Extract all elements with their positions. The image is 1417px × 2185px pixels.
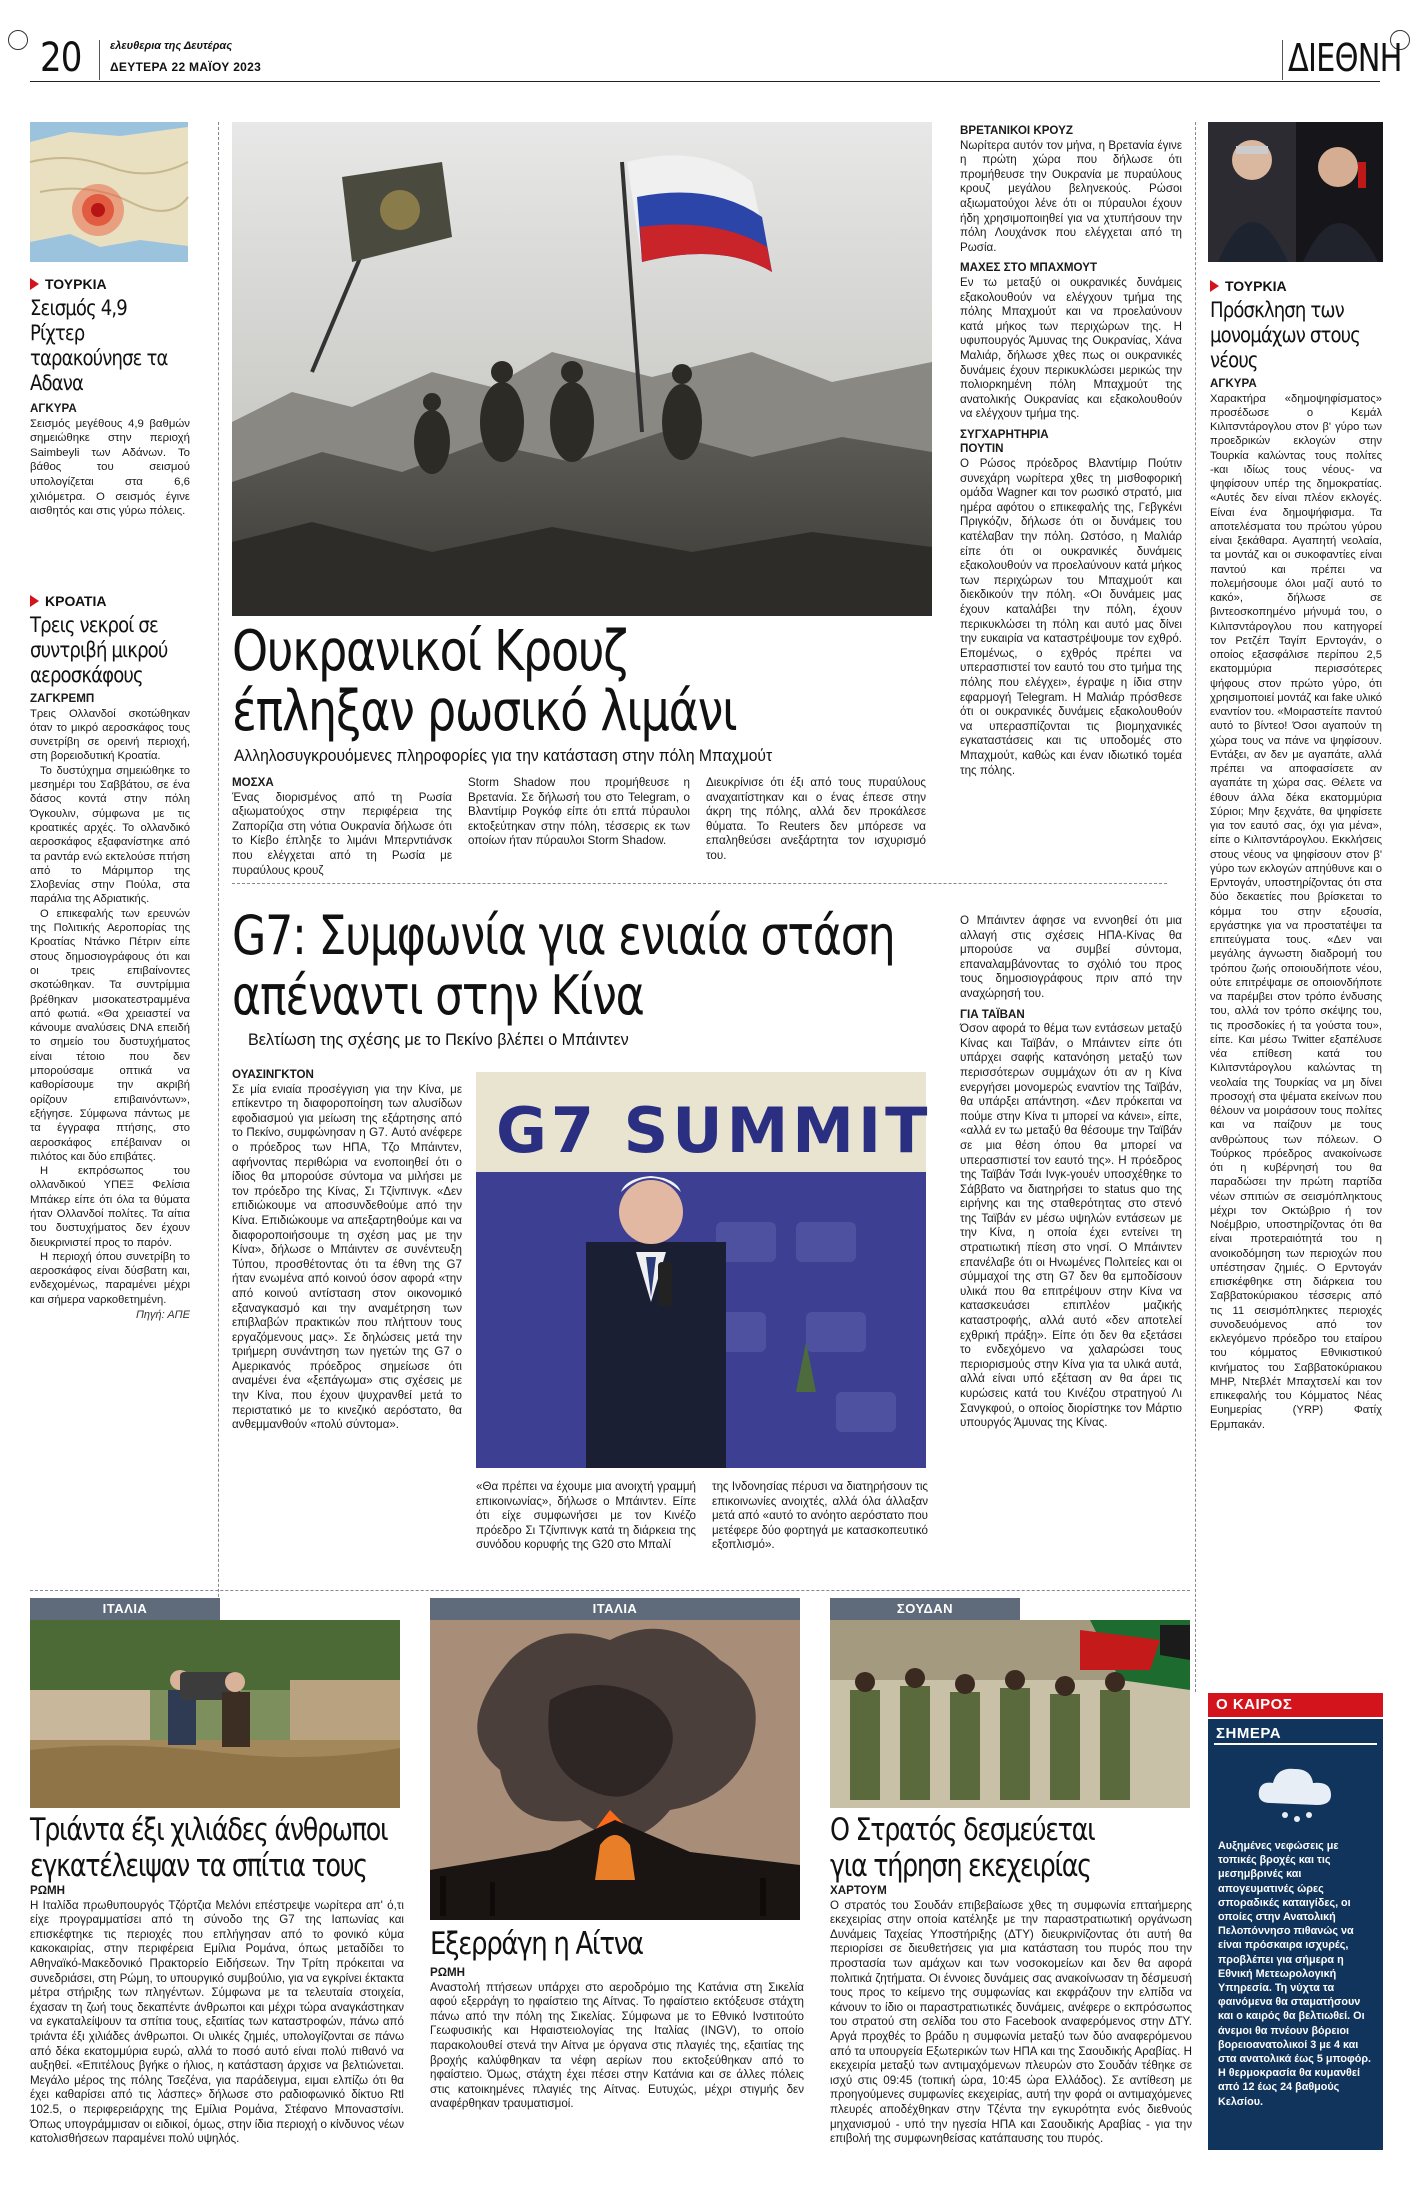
crash-source: Πηγή: ΑΠΕ (135, 1309, 190, 1322)
italy-flood-title-line1: Τριάντα έξι χιλιάδες άνθρωποι (30, 1812, 388, 1848)
bottom-divider (30, 1590, 1190, 1591)
crash-paragraph: Τρεις Ολλανδοί σκοτώθηκαν όταν το μικρό αεροσκάφος τους συνετρίβη σε ορεινή περιοχή, στη βορειοδυτική Κροατία. (30, 707, 190, 763)
italy-flood-band: ΙΤΑΛΙΑ (30, 1598, 220, 1620)
italy-flood-dateline: ΡΩΜΗ (30, 1884, 66, 1897)
ukraine-title-line2: έπληξαν ρωσικό λιμάνι (232, 679, 737, 744)
ukraine-col-1-text: Ένας διορισμένος από τη Ρωσία αξιωματούχος στην περιφέρεια της Ζαπορίζια στη νότια Ουκρανία δήλωσε ότι το Κίεβο έπληξε το λιμάνι Μπερντιάνσκ που ελέγχεται από τη Ρωσία με πυραύλους κρουζ (232, 790, 452, 877)
sudan-headline (830, 1812, 1152, 1884)
turkey-dateline: ΑΓΚΥΡΑ (1210, 377, 1257, 390)
g7-headline (232, 906, 1040, 1026)
weather-band (1208, 1693, 1383, 1717)
turkey-map-image (30, 122, 188, 262)
page-number: 20 (40, 35, 82, 81)
rain-cloud-icon (1251, 1759, 1341, 1829)
ukraine-right-paragraph: Ο Ρώσος πρόεδρος Βλαντίμιρ Πούτιν συνεχάρη νωρίτερα χθες τη μισθοφορική ομάδα Wagner και τον ρωσικό στρατό, μια ημέρα αφότου ο επικεφαλής της, Γεβγκένι Πριγκόζιν, δήλωσε ότι οι δυνάμεις του κατέλαβαν την πόλη. Ωστόσο, η Μαλιάρ είπε ότι οι ουκρανικές δυνάμεις εξακολουθούν να προελαύνουν κατά μήκος των περιχώρων του Μπαχμούτ και διεκδικούν την πόλη. «Οι δυνάμεις μας έχουν καταλάβει την πόλη, έχουν περικυκλώσει τη πόλη και αυτό μας δίνει την ευκαιρία να καταστρέψουμε τον εχθρό. Επομένως, ο εχθρός πρέπει να υπερασπιστεί τον εαυτό του στο τμήμα της πόλης που ελέγχει», έγραψε η ίδια στην εφαρμογή Telegram. Η Μαλιάρ πρόσθεσε ότι οι ουκρανικές δυνάμεις εξακολουθούν να υπερασπίζονται τις βιομηχανικές εγκαταστάσεις και τις υποδομές στο Μπαχμούτ, καθώς και έναν ιδιωτικό τομέα της πόλης. (960, 457, 1182, 777)
crash-paragraph: Η εκπρόσωπος του ολλανδικού ΥΠΕΞ Φελίσια Μπάκερ είπε ότι όλα τα θύματα ήταν Ολλανδοί πολίτες. Τα αίτια του δυστυχήματος δεν έχουν διευκρινιστεί προς το παρόν. (30, 1165, 190, 1249)
crash-story (30, 593, 190, 1321)
bakhmut-flag-photo (232, 122, 932, 616)
ukraine-right-column (960, 124, 1182, 864)
ukraine-dateline: ΜΟΣΧΑ (232, 776, 274, 789)
quake-text: Σεισμός μεγέθους 4,9 βαθμών σημειώθηκε στην περιοχή Saimbeyli των Αδάνων. Το βάθος του σεισμού υπολογίζεται στα 6,6 χιλιόμετρα. Ο σεισμός έγινε αισθητός και στις γύρω πόλεις. (30, 417, 190, 518)
main-right-divider (1195, 122, 1196, 1692)
ukraine-headline (232, 619, 847, 744)
left-column-divider (218, 122, 219, 1702)
ukraine-col-1 (232, 776, 452, 877)
italy-flood-headline (30, 1812, 466, 1884)
etna-title: Εξερράγη η Αίτνα (430, 1926, 643, 1962)
sudan-dateline: ΧΑΡΤΟΥΜ (830, 1884, 887, 1897)
crash-paragraph: Η περιοχή όπου συνετρίβη το αεροσκάφος είναι δύσβατη και, ενδεχομένως, παραμένει μέχρι και σήμερα ναρκοθετημένη. (30, 1250, 190, 1306)
ukraine-subhead: ΒΡΕΤΑΝΙΚΟΙ ΚΡΟΥΖ (960, 124, 1073, 137)
turkey-kicker (1210, 278, 1385, 294)
header-divider (99, 40, 100, 80)
page-header (0, 0, 1417, 82)
crash-kicker-label: ΚΡΟΑΤΙΑ (45, 593, 107, 609)
turkey-title: Πρόσκληση των μονομάχων στους νέους (1210, 298, 1360, 372)
g7-below-photo-right: της Ινδονησίας πέρυσι να διατηρήσουν τις επικοινωνίες ανοιχτές, αλλά όλα άλλαξαν μετά από «αυτό το ανόητο αερόστατο που μετέφερε δύο φορτηγά με κατασκοπευτικό εξοπλισμό». (712, 1480, 928, 1552)
turkey-story (1210, 278, 1385, 1727)
g7-title-line2: απέναντι στην Κίνα (232, 964, 644, 1027)
g7-col-1 (232, 1068, 462, 1578)
ukraine-right-paragraph: Εν τω μεταξύ οι ουκρανικές δυνάμεις εξακολουθούν να ελέγχουν τμήμα της πόλης Μπαχμούτ και να προελαύνουν κατά μήκος των περιχώρων της. Η υφυπουργός Άμυνας της Ουκρανίας, Χάνα Μαλιάρ, δήλωσε χθες πως οι ουκρανικές δυνάμεις έχουν περικυκλώσει μερικώς την πολιορκημένη πόλη Μπαχμούτ της ανατολικής Ουκρανίας και εξακολουθούν να ελέγχουν τμήμα της. (960, 275, 1182, 421)
sudan-soldiers-photo (830, 1620, 1190, 1808)
ukraine-col-2: Storm Shadow που προμήθευσε η Βρετανία. Σε δήλωσή του στο Telegram, ο Βλαντίμιρ Ρογκόφ είπε ότι επτά πύραυλοι εκτοξεύτηκαν στην πόλη, τέσσερις εκ των οποίων ήταν πύραυλοι Storm Shadow. (468, 776, 690, 848)
sudan-title-line1: Ο Στρατός δεσμεύεται (830, 1812, 1095, 1848)
ukraine-subhead: ΣΥΓΧΑΡΗΤΗΡΙΑ ΠΟΥΤΙΝ (960, 427, 1049, 456)
etna-band: ΙΤΑΛΙΑ (430, 1598, 800, 1620)
weather-text: Αυξημένες νεφώσεις με τοπικές βροχές και τις μεσημβρινές και απογευματινές ώρες σποραδικές καταιγίδες, οι οποίες στην Ανατολική Πελοπόννησο πιθανώς να είναι πρόσκαιρα ισχυρές, προβλέπει για σήμερα η Εθνική Μετεωρολογική Υπηρεσία. Τη νύχτα τα φαινόμενα θα σταματήσουν και ο καιρός θα βελτιωθεί. Οι άνεμοι θα πνέουν βόρειοι βορειοανατολικοί 3 με 4 και στα ανατολικά έως 5 μποφόρ. Η θερμοκρασία θα κυμανθεί από 12 έως 24 βαθμούς Κελσίου. (1218, 1840, 1372, 2108)
g7-subhead: ΓΙΑ ΤΑΪΒΑΝ (960, 1007, 1025, 1021)
weather-panel (1208, 1719, 1383, 2150)
triangle-icon (30, 595, 39, 607)
masthead: ελευθερια της Δευτέρας (110, 40, 233, 52)
ukraine-subhead: ΜΑΧΕΣ ΣΤΟ ΜΠΑΧΜΟΥΤ (960, 261, 1098, 275)
header-right-rule (1282, 40, 1283, 80)
quake-kicker (30, 276, 190, 292)
ukraine-subtitle: Αλληλοσυγκρουόμενες πληροφορίες για την κατάσταση στην πόλη Μπαχμούτ (234, 746, 773, 765)
quake-story (30, 276, 190, 519)
g7-subtitle: Βελτίωση της σχέσης με το Πεκίνο βλέπει ο Μπάιντεν (248, 1030, 629, 1049)
crop-mark-left (8, 30, 28, 50)
etna-text: Αναστολή πτήσεων υπάρχει στο αεροδρόμιο της Κατάνια στη Σικελία αφού εξερράγη το ηφαίστειο της Αίτνας. Το ηφαίστειο εκτόξευσε στάχτη πάνω από την πόλη της Σικελίας. Σύμφωνα με το Εθνικό Ινστιτούτο Γεωφυσικής και Ηφαιστειολογίας της Ιταλίας (INGV), το οποίο παρακολουθεί στενά την Αίτνα με όργανα στις πλαγιές της, εξαιτίας της βροχής καλύφθηκαν τα νέφη αερίων που εκτοξεύθηκαν από το ηφαίστειο. Όμως, στάχτη έχει πέσει στην Κατάνια και σε άλλες πόλεις στις κατοικημένες πλαγιές της Αίτνας. Ευτυχώς, μέχρι στιγμής δεν αναφέρθηκαν τραυματισμοί. (430, 1980, 804, 2111)
ukraine-col-3: Διευκρίνισε ότι έξι από τους πυραύλους αναχαιτίστηκαν και ο ένας έπεσε στην άκρη της πόλης, αλλά δεν προκάλεσε θύματα. Το Reuters δεν μπόρεσε να επαληθεύσει ανεξάρτητα τον ισχυρισμό του. (706, 776, 926, 862)
italy-flood-body (30, 1884, 404, 2170)
crash-body (30, 692, 190, 1307)
quake-kicker-label: ΤΟΥΡΚΙΑ (45, 276, 107, 292)
crash-paragraph: Ο επικεφαλής των ερευνών της Πολιτικής Αεροπορίας της Κροατίας Ντάνκο Πέτριν είπε στους δημοσιογράφους ότι και οι τρεις επιβαίνοντες σκοτώθηκαν. Τα συντρίμμια βρέθηκαν μισοκατεστραμμένα από φωτιά. «Θα χρειαστεί να κάνουμε αναλύσεις DNA επειδή το σημείο του δυστυχήματος είναι τέτοιο που δεν μπορούσαμε οπτικά να καθορίσουμε την ακριβή ορίζουν επιβαινόντων», εξήγησε. Σύμφωνα πάντως με τα έγγραφα πτήσης, στο αεροσκάφος επέβαιναν οι πιλότος και δύο επιβάτες. (30, 907, 190, 1163)
ukraine-right-paragraph: Νωρίτερα αυτόν τον μήνα, η Βρετανία έγινε η πρώτη χώρα που δήλωσε ότι προμήθευσε την Ουκρανία με πυραύλους κρουζ μεγάλου βεληνεκούς. Ρώσοι αξιωματούχοι λένε ότι οι πύραυλοι έχουν ήδη χρησιμοποιηθεί για να χτυπήσουν την πόλη Λουχάνσκ που ελέγχεται από τη Ρωσία. (960, 138, 1182, 254)
g7-col-1-text: Σε μία ενιαία προσέγγιση για την Κίνα, με επίκεντρο τη διαφοροποίηση των αλυσίδων εφοδιασμού για μείωση της εξάρτησης από το Πεκίνο, συμφώνησαν η G7. Αυτό ανέφερε ο πρόεδρος των ΗΠΑ, Τζο Μπάιντεν, αφήνοντας περιθώρια να ενοποιηθεί ότι ο ίδιος θα μπορούσε σύντομα να μιλήσει με τον πρόεδρο της Κίνας, Σι Τζίνπινγκ. «Δεν επιδιώκουμε να αποσυνδεθούμε από την Κίνα. Επιδιώκουμε να απεξαρτηθούμε και να διαφοροποιήσουμε τη σχέση μας με την Κίνα», δήλωσε ο Μπάιντεν σε συνέντευξη Τύπου, προσθέτοντας ότι τα έθνη της G7 ήταν ενωμένα από κοινού όσον αφορά «την από κοινού αντίσταση στον οικονομικό εξαναγκασμό και την αναμέτρηση των επιβλαβών πρακτικών που πλήττουν τους εργαζόμενους μας». Σε δηλώσεις μετά την τριήμερη συνάντηση των ηγετών της G7 ο Αμερικανός πρόεδρος σημείωσε ότι αναμένει ένα «ξεπάγωμα» στις σχέσεις με την Κίνα, που έχουν ψυχρανθεί μετά το περιστατικό με το κινεζικό αερόστατο, θα ανθεμμανθούν «πολύ σύντομα». (232, 1082, 462, 1432)
italy-flood-text: Η Ιταλίδα πρωθυπουργός Τζόρτζια Μελόνι επέστρεψε νωρίτερα απ' ό,τι είχε προγραμματίσει από τη σύνοδο της G7 της Ιαπωνίας και επισκέφτηκε τις περιοχές που επλήγησαν από το φονικό κύμα κακοκαιρίας, στην περιφέρεια Εμίλια Ρομάνα, όπως μεταδίδει το Αθηναϊκό-Μακεδονικό Πρακτορείο Ειδήσεων. Την Τρίτη πρόκειται να συνεδριάσει, στη Ρώμη, το υπουργικό συμβούλιο, για να εγκρίνει έκτακτα μέτρα στήριξης των πληγέντων. Σύμφωνα με τα τελευταία στοιχεία, έχασαν τη ζωή τους δεκαπέντε άνθρωποι και μέχρι τώρα αναγκάστηκαν να εγκαταλείψουν τα σπίτια τους, εξαιτίας των καταστροφών, πάνω από τριάντα έξι χιλιάδες άνθρωποι. Οι υλικές ζημιές, υπολογίζονται σε πάνω από δέκα εκατομμύρια ευρώ, αλλά το ποσό αυτό είναι πολύ πιθανό να αυξηθεί. «Επιτέλους βγήκε ο ήλιος, η κατάσταση άρχισε να βελτιώνεται. Μεγάλο μέρος της πόλης Τσεζένα, για παράδειγμα, ειμαι ελπίζω ότι θα έχει καθαρίσει από τις λάσπες» δήλωσε στο ραδιοφωνικό δίκτυο Rtl 102.5, ο περιφερειάρχης της Εμίλια Ρομάνα, Στέφανο Μποναστσίνι. Όπως υπογράμμισαν οι ειδικοί, όμως, στην ίδια περιοχή ο κίνδυνος νέων κατολισθήσεων παραμένει πολύ υψηλός. (30, 1898, 405, 2146)
quake-body (30, 402, 190, 519)
g7-right-paragraph: Όσον αφορά το θέμα των εντάσεων μεταξύ Κίνας και Ταϊβάν, ο Μπάιντεν είπε ότι υπάρχει σαφής κατανόηση μεταξύ των περισσότερων συμμάχων ότι αν η Κίνα ενεργήσει μονομερώς εναντίον της Ταϊβάν, θα υπάρξει απάντηση. «Δεν πρόκειται να πούμε στην Κίνα τι μπορεί να κάνει», είπε, «αλλά εν τω μεταξύ θα θέσουμε την Ταϊβάν σε μια θέση όπου θα μπορεί να υπερασπιστεί τον εαυτό της». Η πρόεδρος της Ταϊβάν Τσάι Ινγκ-γουέν υποσχέθηκε το Σάββατο να διατηρήσει το status quo της ειρήνης και της σταθερότητας στο στενό της Ταϊβάν εν μέσω υψηλών εντάσεων με την Κίνα, η οποία έχει εντείνει τη στρατιωτική πίεση στο νησί. Ο Μπάιντεν επανέλαβε ότι οι Ηνωμένες Πολιτείες και οι σύμμαχοί της στη G7 δεν θα εμποδίσουν υλικά που θα επιτρέψουν στην Κίνα να κατασκευάσει επιπλέον μαζικής καταστροφής, αλλά αυτό «δεν αποτελεί εχθρική πράξη». Είπε ότι δεν θα εξετάσει το ενδεχόμενο να χαλαρώσει τους περιορισμούς στην Κίνα για τα υλικά αυτά, αλλά είναι υπό εξέταση αν θα άρει τις κυρώσεις κατά του Κινέζου στρατηγού Λι Σανγκφού, ο οποίος διορίστηκε τον Μάρτιο υπουργός Άμυνας της Κίνας. (960, 1022, 1182, 1430)
sudan-band: ΣΟΥΔΑΝ (830, 1598, 1020, 1620)
issue-date: ΔΕΥΤΕΡΑ 22 ΜΑΪΟΥ 2023 (110, 60, 262, 74)
g7-banner-text: G7 SUMMIT (496, 1094, 932, 1167)
turkey-kicker-label: ΤΟΥΡΚΙΑ (1225, 278, 1287, 294)
etna-dateline: ΡΩΜΗ (430, 1966, 466, 1979)
italy-flood-title-line2: εγκατέλειψαν τα σπίτια τους (30, 1848, 367, 1884)
weather-box (1208, 1693, 1383, 2150)
g7-below-photo-left: «Θα πρέπει να έχουμε μια ανοιχτή γραμμή επικοινωνίας», δήλωσε ο Μπάιντεν. Είπε ότι είχε συμφωνήσει με τον Κινέζο πρόεδρο Σι Τζίνπινγκ κατά τη διάρκεια της συνόδου κορυφής της G20 στο Μπαλί (476, 1480, 696, 1552)
crash-dateline: ΖΑΓΚΡΕΜΠ (30, 692, 95, 705)
g7-dateline: ΟΥΑΣΙΝΓΚΤΟΝ (232, 1068, 314, 1081)
quake-title: Σεισμός 4,9 Ρίχτερ ταρακούνησε τα Αδανα (30, 296, 168, 395)
section-title: ΔΙΕΘΝΗ (1288, 36, 1402, 80)
g7-title-line1: G7: Συμφωνία για ενιαία στάση (232, 904, 895, 967)
triangle-icon (30, 278, 39, 290)
quake-dateline: ΑΓΚΥΡΑ (30, 402, 77, 415)
etna-eruption-photo (430, 1620, 800, 1920)
section-divider (232, 883, 1167, 884)
candidates-photo (1208, 122, 1383, 262)
turkey-body (1210, 377, 1382, 1727)
flood-photo (30, 1620, 400, 1808)
weather-today: ΣΗΜΕΡΑ (1214, 1719, 1377, 1745)
turkey-text: Χαρακτήρα «δημοψηφίσματος» προσέδωσε ο Κεμάλ Κιλιτσντάρογλου στον β' γύρο των προεδρικών εκλογών στην Τουρκία καλώντας τους πολίτες -και ιδίως τους νέους- να ψηφίσουν υπέρ της δημοκρατίας. «Αυτές δεν είναι πλέον εκλογές. Είναι ένα δημοψήφισμα. Τα αποτελέσματα του πρώτου γύρου είναι ξεκάθαρα. Αγαπητή νεολαία, τα μοντάζ και οι συκοφαντίες είναι παντού και πρέπει να πολεμήσουμε όλοι μαζί αυτό το κακό», δήλωσε σε βιντεοσκοπημένο μήνυμά του, ο Κιλιτσντάρογλου που κατηγορεί τον Ρετζέπ Ταγίπ Ερντογάν, ο οποίος εξασφάλισε περίπου 2,5 εκατομμύρια περισσότερες ψήφους στον πρώτο γύρο, ότι χρησιμοποιεί μοντάζ και fake υλικό εναντίον του. «Μοιραστείτε παντού αυτό το βίντεο! Όσοι αγαπούν τη χώρα τους να πάνε να ψηφίσουν. Εντάξει, αν δεν με αγαπάτε, αλλά πρέπει να αποφασίσετε αν αγαπάτε τη χώρα σας. Θέλετε να έθουν άλλα δέκα εκατομμύρια Σύριοι; Μην ξεχνάτε, θα ψηφίσετε για τον εαυτό σας, όχι για μένα», είπε ο Κιλιτσντάρογλου. Εκκλήσεις στους νέους να ψηφίσουν στον β' γύρο των εκλογών απηύθυνε και ο Ερντογάν, υποστηρίζοντας ότι στα δύο δεκαετίες που βρίσκεται το κόμμα του στην εξουσία, εργάστηκε για να προστατέψει τα επιτεύγματα τους. «Δεν ναι μεγάλης άγνωστη διαδρομή του τρόπου ζωής οποιουδήποτε νέου, ούτε επιτρέψαμε σε οποιονδήποτε να παρέμβει στον τρόπο ένδυσης του, αλλά τον τρόπο σκέψης του, τις προσδοκίες ή τα γούστα του», είπε. Και μέσω Twitter εξαπέλυσε νέα επίθεση κατά του Κιλιτσντάρογλου καλώντας τη νεολαία της Τουρκίας να μη δίνει προσοχή στα ψέματα εκείνων που θέλουν να μοιράσουν τους πολίτες και να παίζουν με τους ανθρώπους των πόλεων. Ο Τούρκος πρόεδρος ανακοίνωσε ότι η κυβέρνησή του θα παραδώσει την πρώτη παρτίδα νέων σπιτιών σε σεισμόπληκτους μέχρι τον Οκτώβριο ή τον Νοέμβριο, υποστηρίζοντας ότι θα είναι προτεραιότητά του η ανοικοδόμηση των περιοχών που υπέστησαν ζημιές. Ο Ερντογάν επισκέφθηκε στη διάρκεια του Σαββατοκύριακου τέσσερις από τις 11 σεισμόπληκτες περιοχές συνοδευόμενος από τον εκλεγόμενο πρόεδρο του εταίρου του κόμματος Εθνικιστικού κινήματος του Σαββατοκύριακου MHP, Ντεβλέτ Μπαχτσελί και τον επικεφαλής του Κόμματος Νέας Ευημερίας (YRP) Φατίχ Ερμπακάν. (1210, 392, 1382, 1431)
ukraine-title-line1: Ουκρανικοί Κρουζ (232, 619, 627, 684)
header-rule (30, 81, 1380, 82)
weather-band-label: Ο ΚΑΙΡΟΣ (1216, 1696, 1293, 1713)
crash-title: Τρεις νεκροί σε συντριβή μικρού αεροσκάφους (30, 613, 168, 687)
g7-summit-photo (476, 1072, 932, 1468)
etna-body (430, 1966, 804, 2171)
sudan-title-line2: για τήρηση εκεχειρίας (830, 1848, 1091, 1884)
g7-right-column (960, 914, 1182, 1580)
sudan-text: Ο στρατός του Σουδάν επιβεβαίωσε χθες τη συμφωνία επταήμερης εκεχειρίας στην οποία κατέληξε με την παραστρατιωτική οργάνωση Δυνάμεις Ταχείας Υποστήριξης (ΔΤΥ) διευκρινίζοντας ότι αυτή θα περιορίσει σε διευθετήσεις για μια κατάσταση του πυρός που την προστασία των αμάχων και των νοσοκομείων και δεν θα αφορά πολιτικά ζητήματα. Οι έννοιες δυνάμεις σας ανακοίνωσαν τη δέσμευσή τους προς το κείμενο της συμφωνίας και εκφράζουν την ελπίδα να κάνουν το ίδιο οι παραστρατιωτικές δυνάμεις, ανέφερε ο εκπρόσωπος του στρατού στη σελίδα του στο Facebook αναφερόμενος στην ΔΤΥ. Αργά προχθές το βράδυ η συμφωνία μεταξύ των δύο αναφερόμενου από τα υπουργεία Εξωτερικών των ΗΠΑ και της Σαουδικής Αραβίας. Η εκεχειρία μεταξύ των αντιμαχόμενων πλευρών στο Σουδάν τέθηκε σε ισχύ στις 09:45 (τοπική ώρα, 10:45 ώρα Ελλάδος). Σε αντίθεση με προηγούμενες συμφωνίες εκεχειρίας, αυτή την φορά οι αντιμαχόμενες πλευρές αποδέχθηκαν στην Τζέντα την εγκυρότητα ενός διεθνούς μηχανισμού - υπό την ηγεσία ΗΠΑ και Σαουδικής Αραβίας - για την επιβολή της συμφωνηθείσας κατάπαυσης του πυρός. (830, 1898, 1192, 2146)
crash-kicker (30, 593, 190, 609)
g7-right-paragraph: Ο Μπάιντεν άφησε να εννοηθεί ότι μια αλλαγή στις σχέσεις ΗΠΑ-Κίνας θα μπορούσε να συμβεί σύντομα, επαναλαμβάνοντας το σχόλιό του προς τους δημοσιογράφους πριν από την αναχώρησή του. (960, 914, 1182, 1000)
sudan-body (830, 1884, 1192, 2170)
crash-paragraph: Το δυστύχημα σημειώθηκε το μεσημέρι του Σαββάτου, σε ένα δάσος κοντά στην πόλη Όγκουλιν, σύμφωνα με τις κροατικές αρχές. Το ολλανδικό αεροσκάφος εξαφανίστηκε από τα ραντάρ ενώ εκτελούσε πτήση από το Μάριμπορ της Σλοβενίας στην Πούλα, στα παράλια της Αδριατικής. (30, 764, 190, 906)
triangle-icon (1210, 280, 1219, 292)
